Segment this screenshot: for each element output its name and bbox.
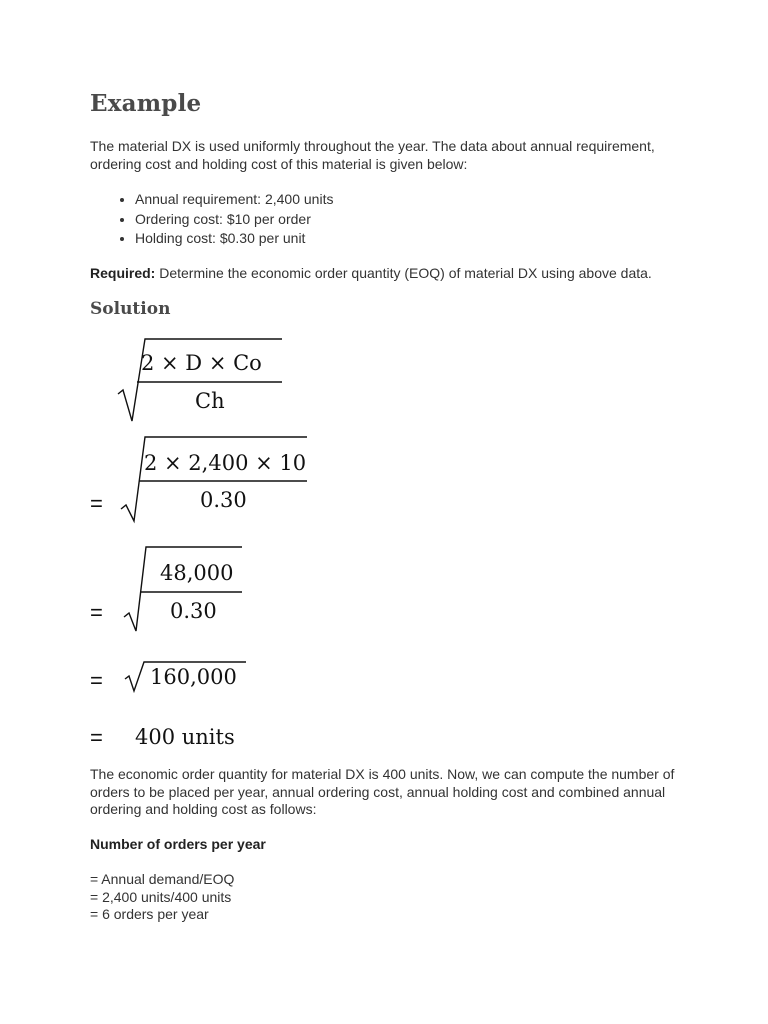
eoq-result: 400 units: [135, 725, 235, 749]
equals-sign: =: [90, 600, 103, 625]
list-item-ordering-cost: • Ordering cost: $10 per order: [135, 210, 735, 230]
step-denominator: 0.30: [200, 488, 247, 512]
solution-heading: Solution: [90, 299, 171, 319]
formula-numerator: 2 × D × Co: [141, 351, 262, 375]
required-label: Required:: [90, 265, 156, 281]
calc-line: = 2,400 units/400 units: [90, 888, 232, 905]
step-numerator: 48,000: [160, 561, 234, 585]
intro-paragraph: The material DX is used uniformly throughout the year. The data about annual requirement, ordering cost and holding cost of this material is given below:: [90, 138, 655, 172]
list-item-annual-requirement: • Annual requirement: 2,400 units: [135, 190, 735, 210]
calc-line: = 6 orders per year: [90, 906, 209, 922]
step-numerator: 2 × 2,400 × 10: [144, 451, 307, 475]
required-text: Determine the economic order quantity (EOQ) of material DX using above data.: [155, 265, 652, 281]
conclusion-paragraph: The economic order quantity for material DX is 400 units. Now, we can compute the number of orders to be placed per year, annual ordering cost, annual holding cost and combined annual ordering and holding cost as follows:: [90, 766, 675, 817]
orders-heading: Number of orders per year: [90, 836, 266, 852]
equals-sign: =: [90, 491, 103, 516]
equals-sign: =: [90, 668, 103, 693]
calc-line: = Annual demand/EOQ: [90, 871, 235, 887]
orders-calculation: [90, 871, 234, 924]
page-title: Example: [90, 90, 202, 117]
list-item-holding-cost: • Holding cost: $0.30 per unit: [135, 229, 735, 249]
formula-denominator: Ch: [195, 389, 225, 413]
step-denominator: 0.30: [170, 599, 217, 623]
equals-sign: =: [90, 725, 103, 750]
data-list: [90, 190, 735, 249]
radicand: 160,000: [150, 665, 237, 689]
required-paragraph: [90, 265, 652, 283]
